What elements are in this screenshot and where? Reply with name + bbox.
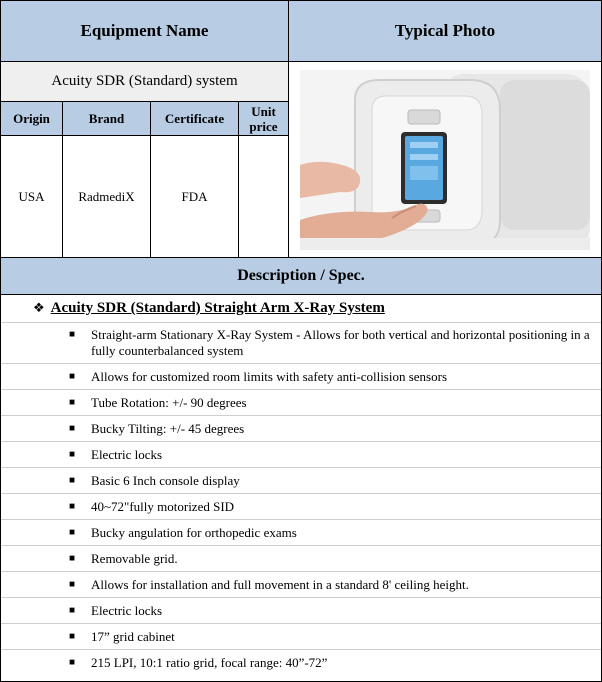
- spec-item-text: 215 LPI, 10:1 ratio grid, focal range: 40”-72”: [91, 654, 328, 670]
- description-heading: Description / Spec.: [1, 258, 601, 295]
- product-info: [1, 62, 289, 257]
- spec-item: [1, 442, 601, 468]
- bullet-icon: ■: [69, 422, 76, 434]
- typical-photo-header: Typical Photo: [394, 21, 496, 40]
- product-name: Acuity SDR (Standard) system: [1, 62, 288, 102]
- bullet-icon: ■: [69, 370, 76, 382]
- bullet-icon: ■: [69, 630, 76, 642]
- spec-item: [1, 364, 601, 390]
- bullet-icon: ■: [69, 578, 76, 590]
- bullet-icon: ■: [69, 500, 76, 512]
- spec-item-text: Electric locks: [91, 446, 163, 462]
- bullet-icon: ■: [69, 656, 76, 668]
- spec-item: [1, 468, 601, 494]
- xray-system-photo: [300, 70, 590, 250]
- brand-header: Brand: [63, 102, 151, 135]
- bullet-icon: ■: [69, 552, 76, 564]
- attributes-header: [1, 102, 288, 136]
- unit-price-header: Unit price: [249, 103, 278, 134]
- system-title-row: [1, 295, 601, 323]
- spec-item-text: Removable grid.: [91, 550, 178, 566]
- origin-value: USA: [1, 136, 63, 257]
- certificate-value: FDA: [151, 136, 239, 257]
- spec-item: [1, 624, 601, 650]
- spec-item: [1, 494, 601, 520]
- spec-item-text: Bucky Tilting: +/- 45 degrees: [91, 420, 245, 436]
- spec-item-text: 40~72"fully motorized SID: [91, 498, 235, 514]
- bullet-icon: ■: [69, 329, 76, 340]
- origin-header: Origin: [1, 102, 63, 135]
- spec-item-text: Allows for customized room limits with safety anti-collision sensors: [91, 368, 448, 384]
- bullet-icon: ■: [69, 396, 76, 408]
- spec-item-text: Bucky angulation for orthopedic exams: [91, 524, 297, 540]
- spec-item: [1, 572, 601, 598]
- bullet-icon: ■: [69, 526, 76, 538]
- attributes-values: [1, 136, 288, 257]
- unit-price-value: [239, 136, 288, 257]
- spec-item-text: Basic 6 Inch console display: [91, 472, 240, 488]
- bullet-icon: ■: [69, 604, 76, 616]
- spec-item-text: Tube Rotation: +/- 90 degrees: [91, 394, 247, 410]
- equipment-name-header: Equipment Name: [1, 1, 289, 61]
- spec-item: [1, 650, 601, 675]
- spec-item-text: Allows for installation and full movement in a standard 8' ceiling height.: [91, 576, 469, 592]
- product-row: [1, 62, 601, 258]
- spec-item: [1, 416, 601, 442]
- spec-item-text: Straight-arm Stationary X-Ray System - Allows for both vertical and horizontal positioning in a fully counterbalanced system: [91, 327, 590, 358]
- brand-value: RadmediX: [63, 136, 151, 257]
- spec-item: [1, 598, 601, 624]
- header-row: [1, 1, 601, 62]
- diamond-bullet-icon: ❖: [33, 301, 45, 316]
- spec-item: [1, 323, 601, 364]
- spec-item: [1, 546, 601, 572]
- bullet-icon: ■: [69, 474, 76, 486]
- spec-item-text: 17” grid cabinet: [91, 628, 175, 644]
- spec-item: [1, 520, 601, 546]
- bullet-icon: ■: [69, 448, 76, 460]
- certificate-header: Certificate: [151, 102, 239, 135]
- spec-item: [1, 390, 601, 416]
- typical-photo: [289, 62, 601, 257]
- system-title: Acuity SDR (Standard) Straight Arm X-Ray System: [50, 300, 385, 316]
- spec-item-text: Electric locks: [91, 602, 163, 618]
